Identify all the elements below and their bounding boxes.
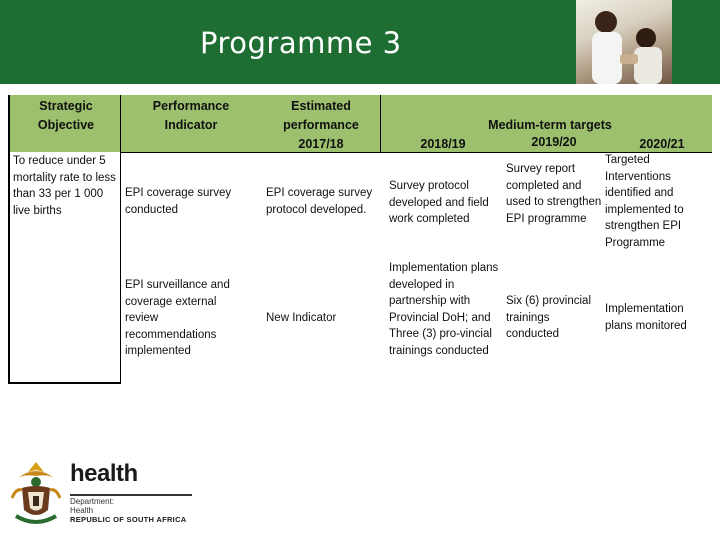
- strategic-objective-text: To reduce under 5 mortality rate to less than 33 per 1 000 live births: [13, 155, 116, 217]
- row2-target-2019-20: Six (6) provincial trainings conducted: [506, 295, 591, 340]
- row1-target-2020-21: Targeted Interventions identified and implemented to strengthen EPI Programme: [605, 154, 684, 249]
- header-medium-term-targets: Medium-term targets: [488, 118, 612, 132]
- logo-health-word: health: [70, 460, 138, 487]
- row2-indicator: EPI surveillance and coverage external review recommendations implemented: [125, 279, 230, 357]
- row2-estimate: New Indicator: [266, 312, 337, 324]
- logo-department-name: Health: [70, 506, 94, 515]
- row2-target-2020-21: Implementation plans monitored: [605, 303, 687, 332]
- row1-indicator: EPI coverage survey conducted: [125, 187, 232, 216]
- row1-target-2019-20: Survey report completed and used to strengthen EPI programme: [506, 163, 602, 225]
- header-year-2020-21: 2020/21: [639, 137, 685, 151]
- table-border-left: [8, 95, 10, 384]
- header-performance-indicator: Performance Indicator: [152, 99, 230, 132]
- targets-table: [8, 95, 712, 384]
- header-estimated-performance: Estimated performance 2017/18: [283, 99, 359, 151]
- header-year-2019-20: 2019/20: [531, 135, 577, 149]
- logo-rule: [70, 494, 192, 496]
- row2-target-2018-19: Implementation plans developed in partnership with Provincial DoH; and Three (3) pro-vincial trainings conducted: [389, 262, 499, 357]
- header-year-2018-19: 2018/19: [420, 137, 466, 151]
- logo-department-label: Department:: [70, 497, 115, 506]
- header-row-divider: [121, 152, 712, 153]
- header-column-divider: [380, 95, 381, 152]
- logo-department: [70, 497, 114, 515]
- table-border-bottom: [8, 382, 121, 384]
- column-divider: [120, 95, 121, 384]
- logo-country: REPUBLIC OF SOUTH AFRICA: [70, 515, 187, 524]
- header-photo: [576, 0, 672, 84]
- slide-title: Programme 3: [200, 26, 402, 60]
- health-department-logo: [8, 456, 208, 532]
- row1-target-2018-19: Survey protocol developed and field work completed: [389, 180, 489, 225]
- row1-estimate: EPI coverage survey protocol developed.: [266, 187, 373, 216]
- coat-of-arms-icon: [8, 458, 64, 530]
- header-strategic-objective: Strategic Objective: [37, 99, 95, 132]
